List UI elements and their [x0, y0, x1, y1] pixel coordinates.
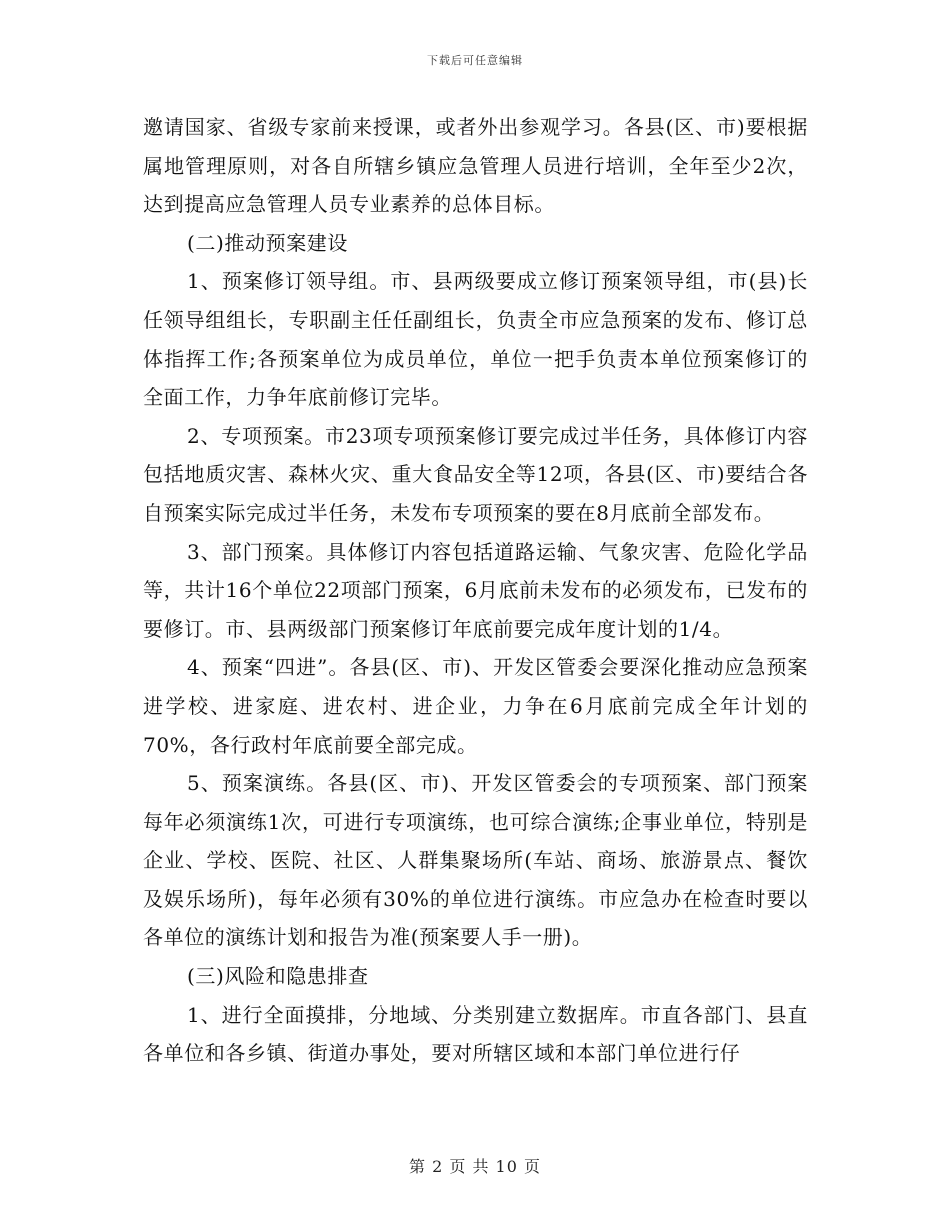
paragraph-comprehensive-survey: 1、进行全面摸排，分地域、分类别建立数据库。市直各部门、县直各单位和各乡镇、街道办事处，要对所辖区域和本部门单位进行仔: [143, 1002, 808, 1066]
paragraph-plan-drills: 5、预案演练。各县(区、市)、开发区管委会的专项预案、部门预案每年必须演练1次，可进行专项演练，也可综合演练;企事业单位，特别是企业、学校、医院、社区、人群集聚场所(车站、商场、旅游景点、餐饮及娱乐场所)，每年必须有30%的单位进行演练。市应急办在检查时要以各单位的演练计划和报告为准(预案要人手一册)。: [143, 771, 808, 950]
document-body: [143, 108, 808, 1073]
paragraph-department-plans: 3、部门预案。具体修订内容包括道路运输、气象灾害、危险化学品等，共计16个单位22项部门预案，6月底前未发布的必须发布，已发布的要修订。市、县两级部门预案修订年底前要完成年度计划的1/4。: [143, 539, 808, 641]
section-heading-plan-construction: (二)推动预案建设: [187, 230, 349, 255]
page-header-note: 下载后可任意编辑: [427, 54, 523, 67]
paragraph-special-plans: 2、专项预案。市23项专项预案修订要完成过半任务，具体修订内容包括地质灾害、森林火灾、重大食品安全等12项，各县(区、市)要结合各自预案实际完成过半任务，未发布专项预案的要在8月底前全部发布。: [143, 423, 808, 525]
paragraph-continuation: 邀请国家、省级专家前来授课，或者外出参观学习。各县(区、市)要根据属地管理原则，对各自所辖乡镇应急管理人员进行培训，全年至少2次，达到提高应急管理人员专业素养的总体目标。: [143, 115, 808, 217]
page-number: 第 2 页 共 10 页: [409, 1157, 541, 1176]
paragraph-plan-revision-group: 1、预案修订领导组。市、县两级要成立修订预案领导组，市(县)长任领导组组长，专职副主任任副组长，负责全市应急预案的发布、修订总体指挥工作;各预案单位为成员单位，单位一把手负责本单位预案修订的全面工作，力争年底前修订完毕。: [143, 269, 808, 410]
paragraph-four-entries: 4、预案“四进”。各县(区、市)、开发区管委会要深化推动应急预案进学校、进家庭、进农村、进企业，力争在6月底前完成全年计划的70%，各行政村年底前要全部完成。: [143, 655, 808, 757]
section-heading-risk-inspection: (三)风险和隐患排查: [187, 964, 369, 989]
